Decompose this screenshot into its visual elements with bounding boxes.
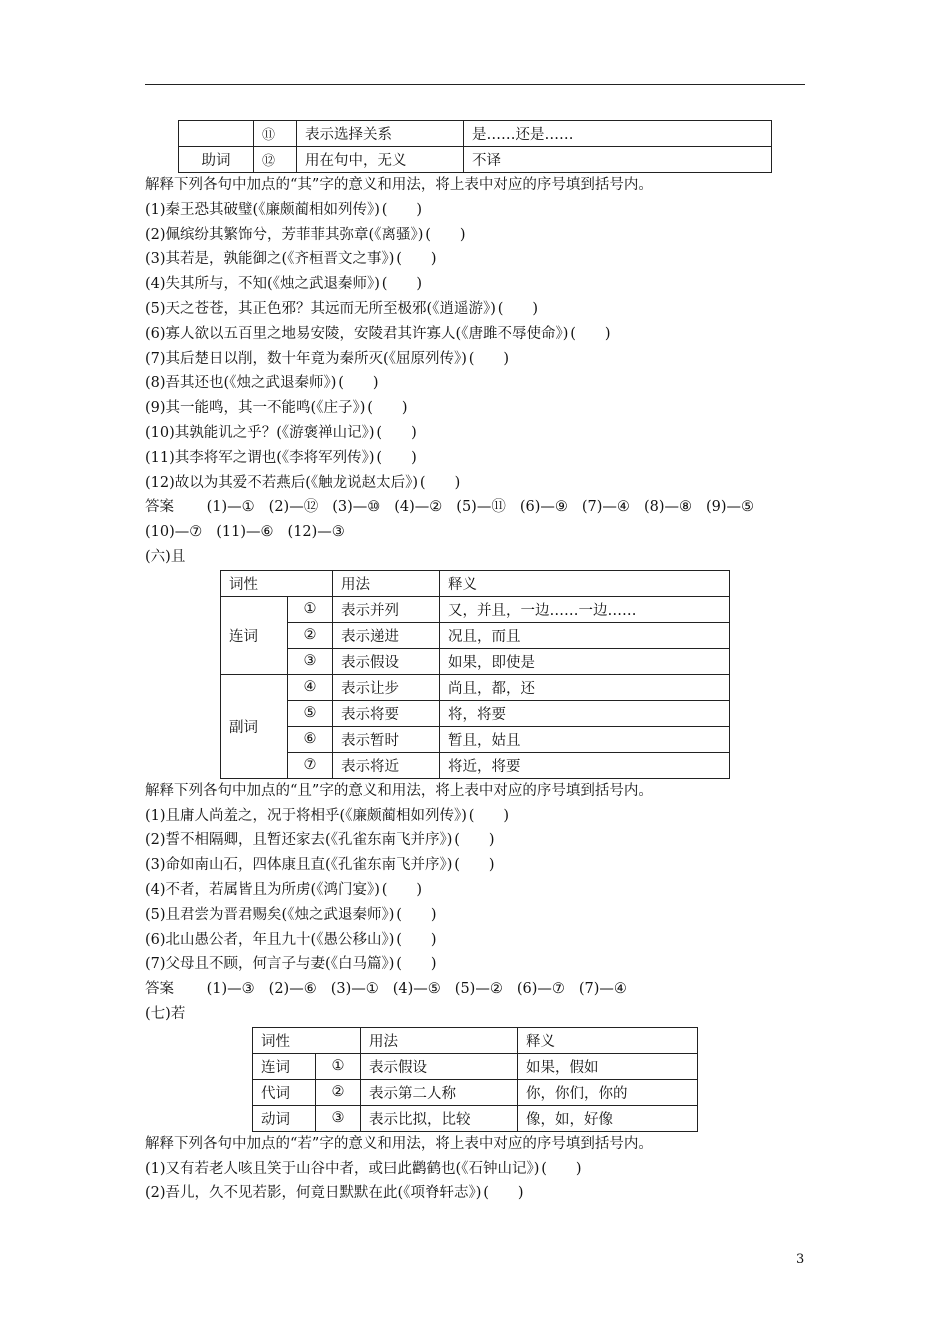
question-text: (10)其孰能讥之乎？(《游褒禅山记》) [145,424,375,441]
answer-blank[interactable]: ( ) [468,350,510,367]
table-row [221,648,730,674]
ruo-heading: (七)若 [145,1005,186,1022]
question-line [145,322,810,347]
pos-cell: 动词 [253,1105,316,1131]
num-cell: ② [288,622,333,648]
answer-item: (7)—④ [578,981,627,998]
answer-item: (1)—③ [206,981,255,998]
num-cell: ⑥ [288,726,333,752]
answer-blank[interactable]: ( ) [396,956,437,973]
num-cell: ⑫ [254,147,297,173]
ruo-instruction: 解释下列各句中加点的“若”字的意义和用法，将上表中对应的序号填到括号内。 [145,1135,653,1152]
header-meaning: 释义 [440,570,730,596]
answer-blank[interactable]: ( ) [396,906,437,923]
table-row [221,674,730,700]
question-text: (9)其一能鸣，其一不能鸣(《庄子》) [145,400,366,417]
answer-item: (7)—④ [581,499,630,516]
usage-cell: 表示将要 [333,700,440,726]
answer-item: (10)—⑦ [145,524,203,541]
question-line [145,878,810,903]
answer-item: (2)—⑥ [268,981,317,998]
pos-cell: 连词 [221,596,288,674]
num-cell: ① [288,596,333,622]
question-text: (6)北山愚公者，年且九十(《愚公移山》) [145,931,395,948]
answer-values [193,981,627,997]
usage-cell: 表示暂时 [333,726,440,752]
header-usage: 用法 [333,570,440,596]
header-rule [145,84,805,85]
answer-values [193,499,754,515]
header-usage: 用法 [361,1027,518,1053]
question-text: (12)故以为其爱不若燕后(《触龙说赵太后》) [145,474,419,491]
qi-answer-line-1 [145,495,810,520]
answer-blank[interactable]: ( ) [367,400,408,417]
num-cell: ① [316,1053,361,1079]
question-text: (5)且君尝为晋君赐矣(《烛之武退秦师》) [145,906,395,923]
question-line [145,297,810,322]
question-line [145,804,810,829]
answer-item: (4)—⑤ [392,981,441,998]
table-row [221,700,730,726]
usage-cell: 表示假设 [361,1053,518,1079]
qi-question-list [145,198,810,496]
question-text: (4)失其所与，不知(《烛之武退秦师》) [145,276,380,293]
question-text: (2)誓不相隔卿，且暂还家去(《孔雀东南飞并序》) [145,832,453,849]
table-row [253,1079,698,1105]
answer-item: (9)—⑤ [705,499,755,516]
usage-cell: 表示让步 [333,674,440,700]
answer-item: (12)—③ [287,524,345,541]
meaning-cell: 是……还是…… [464,121,772,147]
question-line [145,347,810,372]
answer-item: (5)—⑪ [456,499,506,516]
answer-blank[interactable]: ( ) [483,1185,524,1202]
answer-blank[interactable]: ( ) [396,931,437,948]
table-header-row [253,1027,698,1053]
table-row [253,1105,698,1131]
answer-blank[interactable]: ( ) [454,832,495,849]
table-row [253,1053,698,1079]
table-row [179,121,772,147]
question-line [145,396,810,421]
num-cell: ⑦ [288,752,333,778]
question-line [145,272,810,297]
answer-blank[interactable]: ( ) [396,251,437,268]
question-line [145,928,810,953]
meaning-cell: 将近，将要 [440,752,730,778]
page-number: 3 [796,1252,805,1267]
question-line [145,247,810,272]
question-text: (2)佩缤纷其繁饰兮，芳菲菲其弥章(《离骚》) [145,226,424,243]
question-line [145,952,810,977]
header-pos: 词性 [253,1027,361,1053]
num-cell: ④ [288,674,333,700]
answer-blank[interactable]: ( ) [419,474,461,491]
table-header-row [221,570,730,596]
table-row [221,596,730,622]
usage-cell: 用在句中，无义 [297,147,464,173]
table-row [221,752,730,778]
usage-cell: 表示递进 [333,622,440,648]
answer-label: 答案 [145,499,174,516]
question-text: (8)吾其还也(《烛之武退秦师》) [145,375,337,392]
usage-cell: 表示假设 [333,648,440,674]
answer-item: (11)—⑥ [216,524,274,541]
header-pos: 词性 [221,570,333,596]
meaning-cell: 将，将要 [440,700,730,726]
usage-cell: 表示并列 [333,596,440,622]
ruo-usage-table [252,1027,698,1132]
qi-answer-line-2 [145,520,810,545]
meaning-cell: 尚且，都，还 [440,674,730,700]
answer-blank[interactable]: ( ) [381,276,423,293]
answer-label: 答案 [145,981,174,998]
answer-blank[interactable]: ( ) [338,375,379,392]
qie-answer-line [145,977,810,1002]
meaning-cell: 你，你们，你的 [518,1079,698,1105]
answer-item: (6)—⑨ [519,499,568,516]
usage-cell: 表示第二人称 [361,1079,518,1105]
question-line [145,1157,810,1182]
table-row [221,726,730,752]
num-cell: ③ [316,1105,361,1131]
answer-blank[interactable]: ( ) [381,201,423,218]
answer-item: (1)—① [206,499,255,516]
answer-item: (2)—⑫ [268,499,319,516]
answer-blank[interactable]: ( ) [468,807,510,824]
question-line [145,446,810,471]
question-line [145,828,810,853]
question-text: (1)且庸人尚羞之，况于将相乎(《廉颇蔺相如列传》) [145,807,467,824]
question-text: (11)其李将军之谓也(《李将军列传》) [145,449,375,466]
answer-blank[interactable]: ( ) [425,226,466,243]
question-text: (1)秦王恐其破璧(《廉颇蔺相如列传》) [145,201,380,218]
question-line [145,903,810,928]
document-page [145,120,810,1206]
answer-item: (3)—① [330,981,379,998]
qi-usage-table [178,120,772,173]
question-line [145,421,810,446]
question-text: (7)其后楚日以削，数十年竟为秦所灭(《屈原列传》) [145,350,467,367]
question-text: (2)吾儿，久不见若影，何竟日默默在此(《项脊轩志》) [145,1185,482,1202]
question-line [145,1181,810,1206]
meaning-cell: 如果，假如 [518,1053,698,1079]
answer-blank[interactable]: ( ) [376,449,417,466]
qie-heading: (六)且 [145,548,186,565]
question-line [145,223,810,248]
question-line [145,471,810,496]
header-meaning: 释义 [518,1027,698,1053]
num-cell: ⑪ [254,121,297,147]
question-text: (3)命如南山石，四体康且直(《孔雀东南飞并序》) [145,857,453,874]
table-row [179,147,772,173]
usage-cell: 表示比拟，比较 [361,1105,518,1131]
pos-cell [179,121,254,147]
pos-cell: 副词 [221,674,288,778]
num-cell: ② [316,1079,361,1105]
answer-blank[interactable]: ( ) [381,881,423,898]
question-text: (4)不者，若属皆且为所虏(《鸿门宴》) [145,881,380,898]
answer-item: (5)—② [454,981,503,998]
question-text: (3)其若是，孰能御之(《齐桓晋文之事》) [145,251,395,268]
question-text: (1)又有若老人咳且笑于山谷中者，或曰此鹳鹤也(《石钟山记》) [145,1160,540,1177]
ruo-question-list [145,1157,810,1207]
meaning-cell: 如果，即使是 [440,648,730,674]
pos-cell: 连词 [253,1053,316,1079]
question-text: (6)寡人欲以五百里之地易安陵，安陵君其许寡人(《唐雎不辱使命》) [145,325,569,342]
answer-blank[interactable]: ( ) [541,1160,582,1177]
answer-item: (6)—⑦ [516,981,565,998]
answer-blank[interactable]: ( ) [497,300,539,317]
usage-cell: 表示选择关系 [297,121,464,147]
question-text: (5)天之苍苍，其正色邪？其远而无所至极邪(《逍遥游》) [145,300,496,317]
qie-instruction: 解释下列各句中加点的“且”字的意义和用法，将上表中对应的序号填到括号内。 [145,782,653,799]
question-line [145,371,810,396]
num-cell: ⑤ [288,700,333,726]
num-cell: ③ [288,648,333,674]
answer-item: (4)—② [394,499,443,516]
meaning-cell: 况且，而且 [440,622,730,648]
question-line [145,853,810,878]
answer-blank[interactable]: ( ) [376,424,417,441]
meaning-cell: 又，并且，一边……一边…… [440,596,730,622]
table-row [221,622,730,648]
answer-blank[interactable]: ( ) [454,857,495,874]
meaning-cell: 不译 [464,147,772,173]
qie-question-list [145,804,810,978]
pos-cell: 助词 [179,147,254,173]
qi-instruction: 解释下列各句中加点的“其”字的意义和用法，将上表中对应的序号填到括号内。 [145,177,653,193]
pos-cell: 代词 [253,1079,316,1105]
usage-cell: 表示将近 [333,752,440,778]
qie-usage-table [220,570,730,779]
meaning-cell: 暂且，姑且 [440,726,730,752]
meaning-cell: 像，如，好像 [518,1105,698,1131]
answer-item: (3)—⑩ [332,499,381,516]
answer-item: (8)—⑧ [643,499,692,516]
question-text: (7)父母且不顾，何言子与妻(《白马篇》) [145,956,395,973]
question-line [145,198,810,223]
answer-blank[interactable]: ( ) [570,325,611,342]
